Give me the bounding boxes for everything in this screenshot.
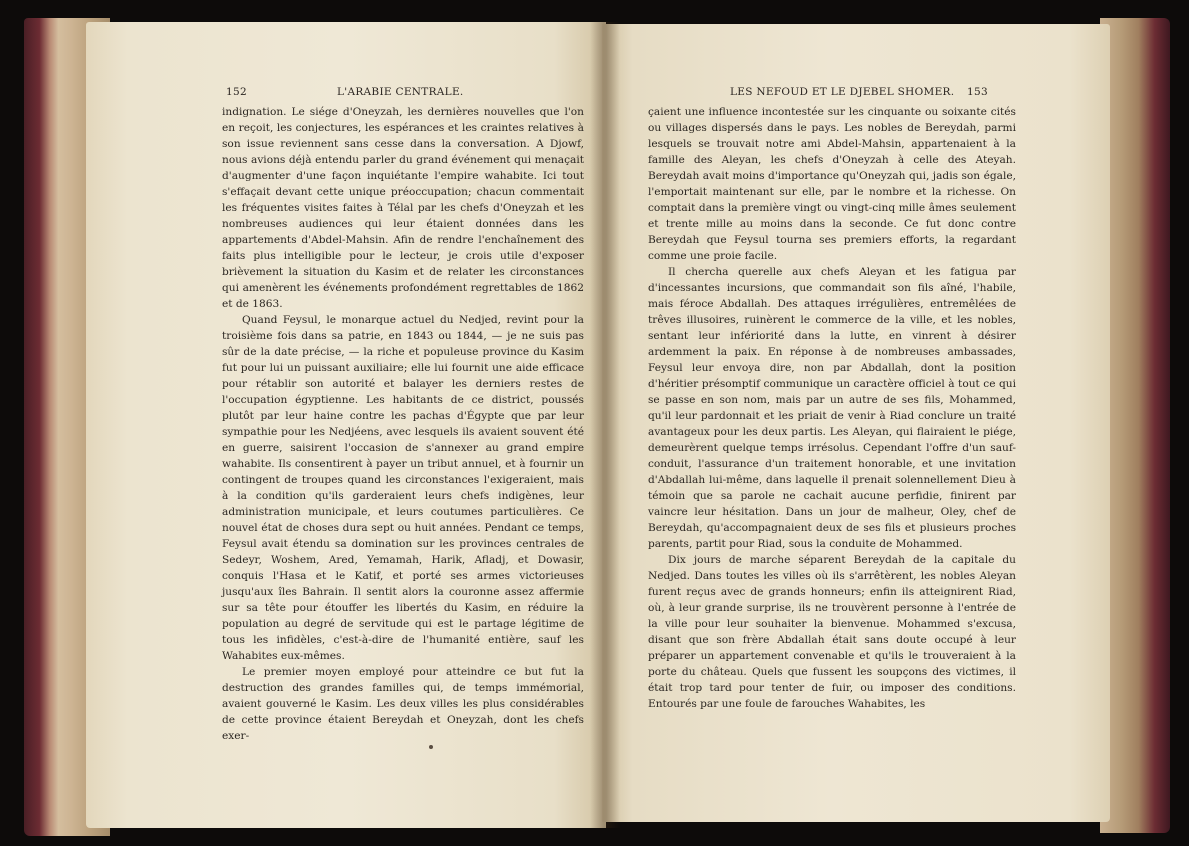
book-gutter [590, 22, 620, 828]
book-edge-right [1100, 18, 1170, 833]
right-paragraph-2: Il chercha querelle aux chefs Aleyan et les fatigua par d'incessantes incursions, que commandait son fils aîné, l'habile, mais féroce Abdallah. Des attaques irrégulières, entremêlées de trêves illusoires, ruinèrent le commerce de la ville, et les nobles, sentant leur infériorité dans la lutte, en vinrent à désirer ardemment la paix. En réponse à de nombreuses ambassades, Feysul leur envoya dire, non par Abdallah, dont la position d'héritier présomptif communique un caractère officiel à tout ce qui se passe en son nom, mais par un autre de ses fils, Mohammed, qu'il leur pardonnait et les priait de venir à Riad conclure un traité avantageux pour les deux partis. Les Aleyan, qui flairaient le piége, demeurèrent quelque temps irrésolus. Cependant l'offre d'un sauf-conduit, l'assurance d'un traitement honorable, et une invitation d'Abdallah lui-même, dans laquelle il prenait solennellement Dieu à témoin que sa parole ne cachait aucune perfidie, finirent par vaincre leur hésitation. Dans un jour de malheur, Oley, chef de Bereydah, qu'accompagnaient deux de ses fils et plusieurs proches parents, partit pour Riad, sous la conduite de Mohammed. [648, 266, 1016, 550]
left-paragraph-2: Quand Feysul, le monarque actuel du Nedjed, revint pour la troisième fois dans sa patrie, en 1843 ou 1844, — je ne suis pas sûr de la date précise, — la riche et populeuse province du Kasim fut pour lui un puissant auxiliaire; elle lui fournit une aide efficace pour rétablir son autorité et balayer les derniers restes de l'occupation égyptienne. Les habitants de ce district, poussés plutôt par leur haine contre les pachas d'Égypte que par leur sympathie pour les Nedjéens, avec lesquels ils avaient souvent été en guerre, saisirent l'occasion de s'annexer au grand empire wahabite. Ils consentirent à payer un tribut annuel, et à fournir un contingent de troupes quand les circonstances l'exigeraient, mais à la condition qu'ils garderaient leurs chefs indigènes, leur administration municipale, et leurs coutumes particulières. Ce nouvel état de choses dura sept ou huit années. Pendant ce temps, Feysul avait étendu sa domination sur les provinces centrales de Sedeyr, Woshem, Ared, Yemamah, Harik, Afladj, et Dowasir, conquis l'Hasa et le Katif, et porté ses armes victorieuses jusqu'aux îles Bahrain. Il sentit alors la couronne assez affermie sur sa tête pour étouffer les libertés du Kasim, en réduire la population au degré de servitude qui est le partage légitime de tous les infidèles, c'est-à-dire de l'humanité entière, sauf les Wahabites eux-mêmes. [222, 314, 584, 662]
right-paragraph-3: Dix jours de marche séparent Bereydah de la capitale du Nedjed. Dans toutes les villes où ils s'arrêtèrent, les nobles Aleyan furent reçus avec de grands honneurs; enfin ils atteignirent Riad, où, à leur grande surprise, ils ne trouvèrent personne à l'entrée de la ville pour leur souhaiter la bienvenue. Mohammed s'excusa, disant que son frère Abdallah était sans doute occupé à leur préparer un appartement convenable et qu'ils le trouveraient à la porte du château. Quels que fussent les soupçons des victimes, il était trop tard pour tenter de fuir, ou imposer des conditions. Entourés par une foule de farouches Wahabites, les [648, 554, 1016, 710]
left-paragraph-3: Le premier moyen employé pour atteindre ce but fut la destruction des grandes familles qui, de temps immémorial, avaient gouverné le Kasim. Les deux villes les plus considérables de cette province étaient Bereydah et Oneyzah, dont les chefs exer- [222, 666, 584, 742]
right-page-number: 153 [967, 86, 988, 98]
left-running-head: L'ARABIE CENTRALE. [337, 86, 464, 98]
left-page-number: 152 [226, 86, 247, 98]
right-paragraph-1: çaient une influence incontestée sur les cinquante ou soixante cités ou villages dispersés dans le pays. Les nobles de Bereydah, parmi lesquels se trouvait notre ami Abdel-Mahsin, appartenaient à la famille des Aleyan, les chefs d'Oneyzah à celle des Ateyah. Bereydah avait moins d'importance qu'Oneyzah qui, jadis son égale, l'emportait maintenant sur elle, par le nombre et la richesse. On comptait dans la première vingt ou vingt-cinq mille âmes seulement et trente mille au moins dans la seconde. Ce fut donc contre Bereydah que Feysul tourna ses premiers efforts, la regardant comme une proie facile. [648, 106, 1016, 262]
right-page-text [648, 104, 1016, 712]
page-speck [429, 745, 433, 749]
left-page-text [222, 104, 584, 744]
right-running-head: LES NEFOUD ET LE DJEBEL SHOMER. [730, 86, 955, 98]
left-paragraph-1: indignation. Le siége d'Oneyzah, les dernières nouvelles que l'on en reçoit, les conjectures, les espérances et les craintes relatives à son issue reviennent sans cesse dans la conversation. A Djowf, nous avions déjà entendu parler du grand événement qui menaçait d'augmenter d'une façon inquiétante l'empire wahabite. Ici tout s'effaçait devant cette unique préoccupation; chacun commentait les fréquentes visites faites à Télal par les chefs d'Oneyzah et les nombreuses audiences qui leur étaient données dans les appartements d'Abdel-Mahsin. Afin de rendre l'enchaînement des faits plus intelligible pour le lecteur, je crois utile d'exposer brièvement la situation du Kasim et de relater les circonstances qui amenèrent les événements profondément regrettables de 1862 et de 1863. [222, 106, 584, 310]
